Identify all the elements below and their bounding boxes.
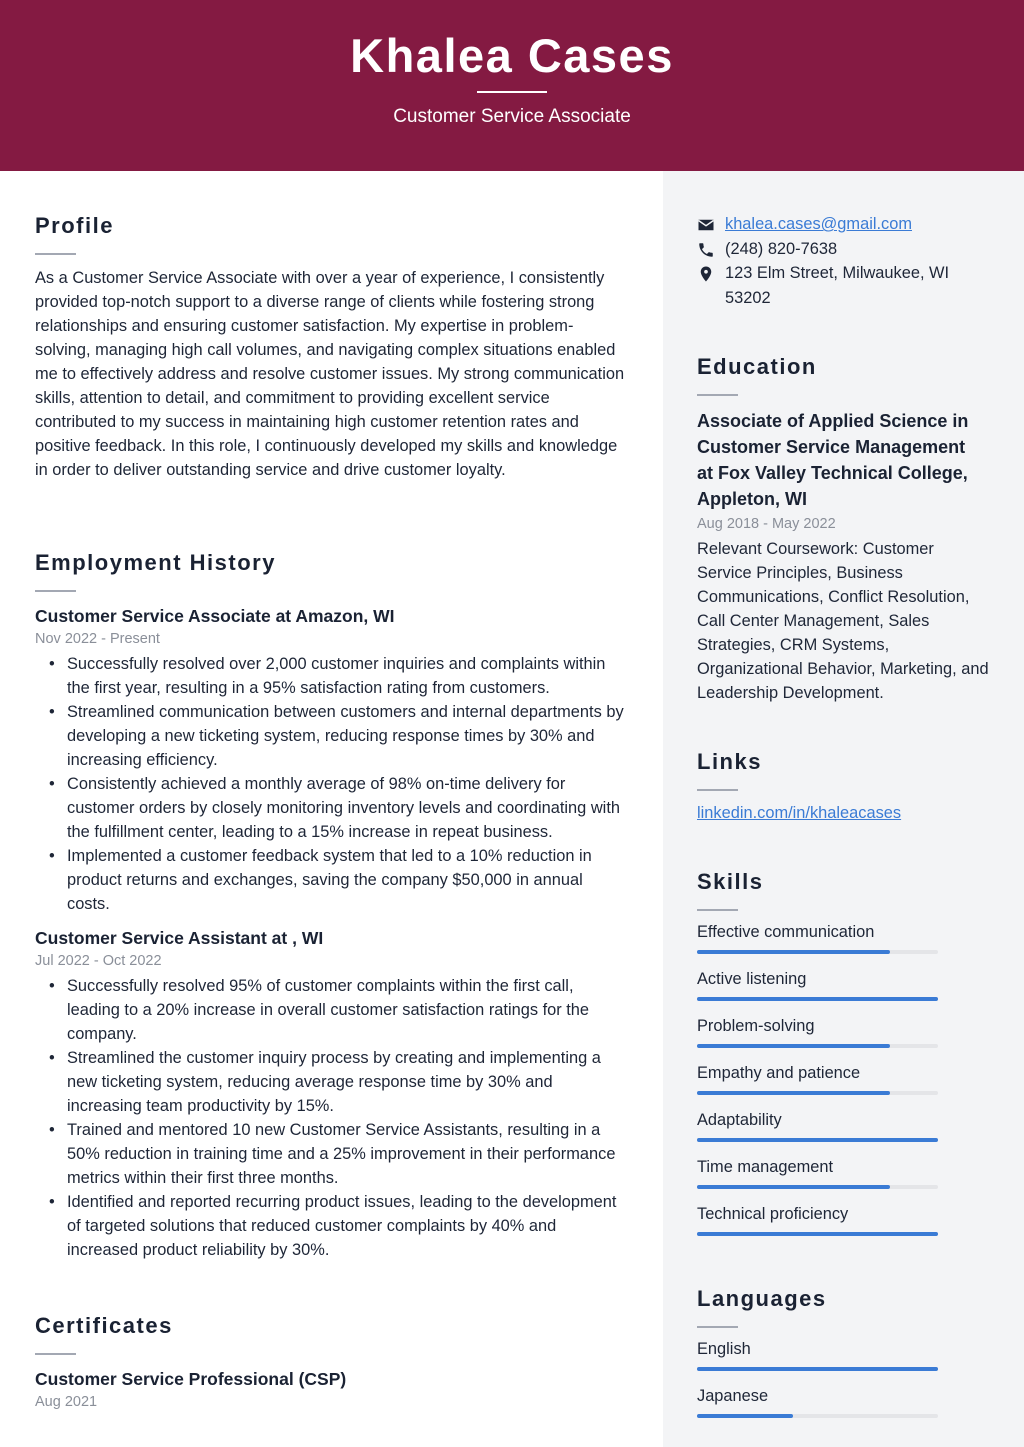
job-bullet: • Streamlined communication between customers and internal departments by developing a new ticketing system, reducing response times by 30% and increasing efficiency. (49, 700, 625, 772)
skill-label: Problem-solving (697, 1017, 815, 1035)
level-bar-fill (697, 1091, 890, 1095)
contact-phone (697, 237, 997, 262)
level-bar-track (697, 1367, 938, 1371)
skill-label: Adaptability (697, 1111, 782, 1129)
language-label: Japanese (697, 1387, 769, 1405)
candidate-job-title: Customer Service Associate (393, 106, 631, 127)
skills-heading: Skills (697, 869, 764, 894)
email-link[interactable]: khalea.cases@gmail.com (725, 215, 912, 233)
job-bullet: • Identified and reported recurring product issues, leading to the development of targeted solutions that reduced customer complaints by 40% and increased product reliability by 30%. (49, 1190, 625, 1262)
job-bullets (49, 974, 625, 1262)
jobs-list (35, 604, 625, 1262)
level-bar-track (697, 1138, 938, 1142)
section-divider (35, 1353, 76, 1355)
address-text: 123 Elm Street, Milwaukee, WI 53202 (725, 264, 950, 307)
links-heading: Links (697, 749, 762, 774)
certificate-date: Aug 2021 (35, 1394, 98, 1410)
skill-item (697, 1108, 997, 1142)
sidebar (663, 171, 1024, 1447)
contact-address (697, 261, 967, 310)
language-label: English (697, 1340, 751, 1358)
section-divider (697, 789, 738, 791)
languages-list (697, 1337, 997, 1418)
skill-label: Technical proficiency (697, 1205, 849, 1223)
level-bar-fill (697, 950, 890, 954)
profile-section (35, 213, 625, 482)
job-bullet: • Consistently achieved a monthly average of 98% on-time delivery for customer orders by closely monitoring inventory levels and coordinating with the fulfillment center, leading to a 15% increase in repeat business. (49, 772, 625, 844)
section-divider (35, 590, 76, 592)
job-bullet: • Successfully resolved over 2,000 customer inquiries and complaints within the first year, resulting in a 95% satisfaction rating from customers. (49, 652, 625, 700)
job-title: Customer Service Associate at Amazon, WI (35, 606, 395, 626)
job-title: Customer Service Assistant at , WI (35, 928, 324, 948)
languages-heading: Languages (697, 1286, 827, 1311)
profile-heading: Profile (35, 213, 114, 238)
level-bar-track (697, 1091, 938, 1095)
skill-item (697, 1061, 997, 1095)
phone-number: (248) 820-7638 (725, 239, 838, 258)
profile-summary: As a Customer Service Associate with over a year of experience, I consistently provided top-notch support to a diverse range of clients while fostering strong relationships and ensuring customer satisfaction. My expertise in problem-solving, managing high call volumes, and navigating complex situations enabled me to effectively address and resolve customer issues. My strong communication skills, attention to detail, and commitment to providing excellent service contributed to my success in maintaining high customer retention rates and positive feedback. In this role, I continuously developed my skills and knowledge in order to deliver outstanding service and drive customer loyalty. (35, 269, 625, 479)
certificates-heading: Certificates (35, 1313, 173, 1338)
level-bar-fill (697, 1138, 938, 1142)
header-divider (477, 91, 547, 93)
skill-label: Time management (697, 1158, 834, 1176)
level-bar-track (697, 1044, 938, 1048)
contact-section (697, 212, 997, 310)
candidate-name: Khalea Cases (350, 29, 674, 82)
level-bar-fill (697, 1367, 938, 1371)
level-bar-fill (697, 1044, 890, 1048)
skill-item (697, 1014, 997, 1048)
level-bar-track (697, 997, 938, 1001)
map-pin-icon (697, 265, 715, 283)
employment-section (35, 550, 625, 1262)
job-entry (35, 926, 625, 1262)
level-bar-fill (697, 1414, 793, 1418)
certificate-item (35, 1367, 625, 1413)
contact-email (697, 212, 997, 237)
job-date: Nov 2022 - Present (35, 631, 160, 647)
languages-section (697, 1286, 997, 1431)
language-item (697, 1337, 997, 1371)
certificate-name: Customer Service Professional (CSP) (35, 1369, 347, 1389)
skill-item (697, 967, 997, 1001)
envelope-icon (697, 216, 715, 234)
job-bullets (49, 652, 625, 916)
resume-header (0, 0, 1024, 171)
level-bar-track (697, 1232, 938, 1236)
skill-label: Empathy and patience (697, 1064, 861, 1082)
skill-label: Effective communication (697, 923, 875, 941)
education-description: Relevant Coursework: Customer Service Principles, Business Communications, Conflict Resolution, Call Center Management, Sales Strategies, CRM Systems, Organizational Behavior, Marketing, and Leadership Development. (697, 540, 989, 702)
level-bar-track (697, 1185, 938, 1189)
education-section (697, 354, 997, 705)
phone-icon (697, 241, 715, 259)
job-date: Jul 2022 - Oct 2022 (35, 953, 162, 969)
skill-label: Active listening (697, 970, 807, 988)
section-divider (697, 909, 738, 911)
job-bullet: • Trained and mentored 10 new Customer Service Assistants, resulting in a 50% reduction in training time and a 25% improvement in their performance metrics within their first three months. (49, 1118, 625, 1190)
linkedin-link[interactable]: linkedin.com/in/khaleacases (697, 804, 902, 822)
degree-title: Associate of Applied Science in Customer Service Management at Fox Valley Technical College, Appleton, WI (697, 411, 969, 509)
section-divider (697, 394, 738, 396)
section-divider (697, 1326, 738, 1328)
level-bar-track (697, 950, 938, 954)
level-bar-fill (697, 997, 938, 1001)
certificates-section (35, 1313, 625, 1413)
education-date: Aug 2018 - May 2022 (697, 516, 836, 532)
job-entry (35, 604, 625, 916)
employment-heading: Employment History (35, 550, 276, 575)
job-bullet: • Implemented a customer feedback system that led to a 10% reduction in product returns and exchanges, saving the company $50,000 in annual costs. (49, 844, 625, 916)
job-bullet: • Streamlined the customer inquiry process by creating and implementing a new ticketing system, reducing average response time by 30% and increasing team productivity by 15%. (49, 1046, 625, 1118)
level-bar-track (697, 1414, 938, 1418)
skill-item (697, 1155, 997, 1189)
level-bar-fill (697, 1185, 890, 1189)
level-bar-fill (697, 1232, 938, 1236)
section-divider (35, 253, 76, 255)
skills-list (697, 920, 997, 1236)
skill-item (697, 1202, 997, 1236)
language-item (697, 1384, 997, 1418)
job-bullet: • Successfully resolved 95% of customer complaints within the first call, leading to a 20% increase in overall customer satisfaction ratings for the company. (49, 974, 625, 1046)
skill-item (697, 920, 997, 954)
links-section (697, 749, 997, 825)
skills-section (697, 869, 997, 1249)
education-heading: Education (697, 354, 817, 379)
